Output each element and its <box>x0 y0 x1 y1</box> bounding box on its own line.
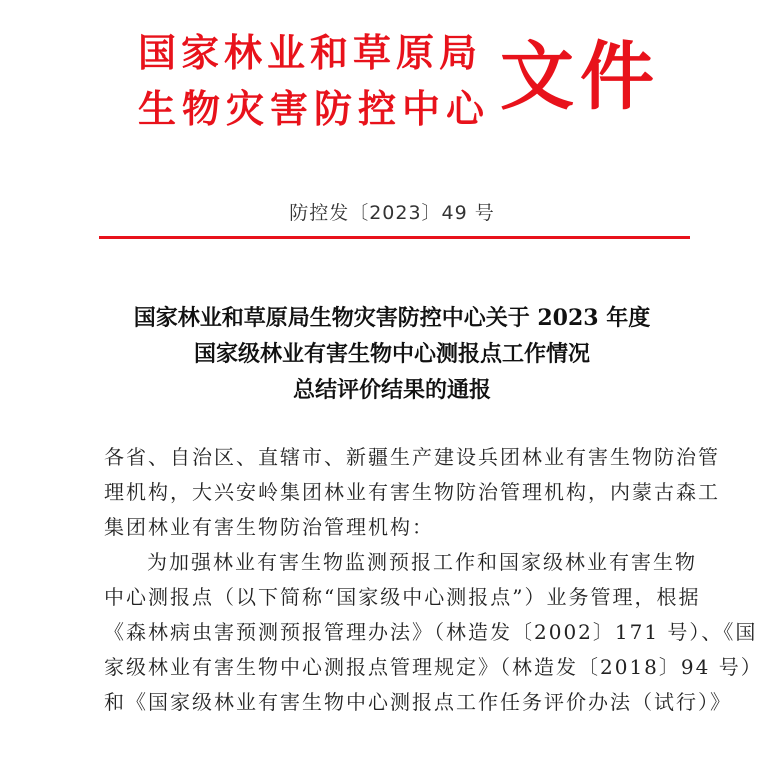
red-divider-line <box>99 236 690 239</box>
body-line: 理机构，大兴安岭集团林业有害生物防治管理机构，内蒙古森工 <box>104 480 720 504</box>
title-line-3: 总结评价结果的通报 <box>292 377 491 403</box>
body-line: 为加强林业有害生物监测预报工作和国家级林业有害生物 <box>147 550 697 574</box>
body-line: 家级林业有害生物中心测报点管理规定》（林造发〔2018〕94 号） <box>104 655 763 679</box>
issuing-org-line-1: 国家林业和草原局 <box>138 30 483 75</box>
document-body <box>104 440 763 720</box>
title-line-2: 国家级林业有害生物中心测报点工作情况 <box>193 341 590 367</box>
document-type-label: 文件 <box>500 34 660 120</box>
title-line-1: 国家林业和草原局生物灾害防控中心关于 2023 年度 <box>133 305 651 331</box>
body-line: 各省、自治区、直辖市、新疆生产建设兵团林业有害生物防治管 <box>104 445 720 469</box>
document-number: 防控发〔2023〕49 号 <box>289 202 495 224</box>
issuing-org-line-2: 生物灾害防控中心 <box>138 86 491 131</box>
body-line: 和《国家级林业有害生物中心测报点工作任务评价办法（试行）》 <box>104 690 732 714</box>
body-line: 中心测报点（以下简称“国家级中心测报点”）业务管理，根据 <box>104 585 701 609</box>
document-title <box>0 300 784 408</box>
document-header <box>0 0 784 140</box>
body-line: 集团林业有害生物防治管理机构： <box>104 515 434 539</box>
body-line: 《森林病虫害预测预报管理办法》（林造发〔2002〕171 号）、《国 <box>104 620 758 644</box>
